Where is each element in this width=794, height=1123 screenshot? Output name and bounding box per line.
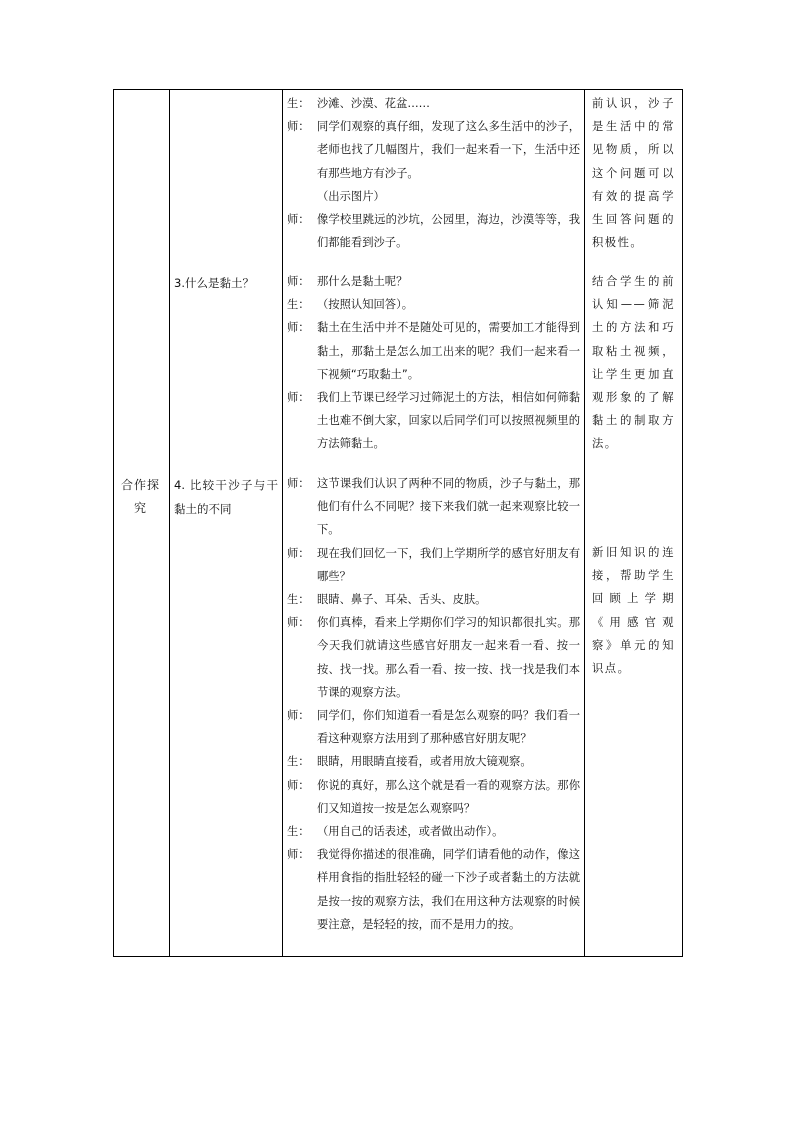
speaker-label: 师： (287, 709, 310, 723)
dialogue-line (287, 185, 580, 208)
speaker-label: 生： (287, 593, 310, 607)
dialogue-line (287, 208, 580, 254)
dialogue-text: 那什么是黏土呢？ (317, 275, 408, 288)
dialogue-line (287, 115, 580, 185)
dialogue-text: 我们上节课已经学习过筛泥土的方法，相信如何筛黏土也难不倒大家，回家以后同学们可以按照视频里的方法筛黏土。 (317, 391, 580, 451)
topic-compare-sand-clay: 4. 比较干沙子与干黏土的不同 (174, 478, 278, 516)
speaker-label: 师： (287, 275, 310, 288)
speaker-label: 师： (287, 477, 310, 490)
stage-cell (114, 90, 170, 957)
dialogue-text: 黏土在生活中并不是随处可见的，需要加工才能得到黏土，那黏土是怎么加工出来的呢？我们一起来看一下视频“巧取黏土”。 (317, 321, 580, 381)
dialogue-text: 同学们观察的真仔细，发现了这么多生活中的沙子，老师也找了几幅图片，我们一起来看一下，生活中还有那些地方有沙子。 (317, 120, 580, 180)
dialogue-text: （用自己的话表述，或者做出动作）。 (317, 825, 504, 839)
stage-label: 合作探究 (120, 478, 160, 515)
speaker-label: 师： (287, 546, 310, 560)
speaker-label: 师： (287, 848, 310, 862)
dialogue-line (287, 316, 580, 386)
speaker-label: 生： (287, 825, 310, 839)
speaker-label: 师： (287, 616, 310, 630)
dialogue-text: 你说的真好，那么这个就是看一看的观察方法。那你们又知道按一按是怎么观察吗？ (317, 778, 580, 815)
dialogue-text: （按照认知回答）。 (317, 298, 414, 312)
speaker-label: 师： (287, 391, 310, 405)
stage-direction: （出示图片） (317, 189, 385, 203)
speaker-label: 生： (287, 755, 310, 769)
speaker-label: 生： (287, 97, 310, 110)
design-note: 结合学生的前认知——筛泥土的方法和巧取粘土视频，让学生更加直观形象的了解黏土的制取方法。 (592, 275, 675, 451)
dialogue-text: 这节课我们认识了两种不同的物质，沙子与黏土，那他们有什么不同呢？接下来我们就一起来观察比较一下。 (317, 477, 580, 537)
topic-cell (170, 90, 283, 957)
dialogue-line (287, 588, 580, 611)
dialogue-text: 同学们，你们知道看一看是怎么观察的吗？我们看一看这种观察方法用到了那种感官好朋友呢？ (317, 709, 580, 746)
dialogue-text: 我觉得你描述的很准确，同学们请看他的动作，像这样用食指的指肚轻轻的碰一下沙子或者黏土的方法就是按一按的观察方法，我们在用这种方法观察的时候要注意，是轻轻的按，而不是用力的按。 (317, 848, 580, 931)
dialogue-line (287, 542, 580, 588)
dialogue-line (287, 293, 580, 316)
dialogue-text: 你们真棒，看来上学期你们学习的知识都很扎实。那今天我们就请这些感官好朋友一起来看一看、按一按、找一找。那么看一看、按一按、找一找是我们本节课的观察方法。 (317, 616, 580, 699)
design-note: 新旧知识的连接，帮助学生回顾上学期《用感官观察》单元的知识点。 (592, 546, 675, 676)
dialogue-text: 沙滩、沙漠、花盆…… (317, 97, 430, 110)
dialogue-compare (287, 472, 580, 936)
dialogue-text: 眼睛、鼻子、耳朵、舌头、皮肤。 (317, 593, 487, 607)
dialogue-sand (287, 92, 580, 254)
dialogue-line (287, 611, 580, 704)
dialogue-line (287, 386, 580, 456)
dialogue-line (287, 472, 580, 542)
dialogue-line (287, 774, 580, 820)
speaker-label: 师： (287, 778, 310, 792)
dialogue-line (287, 704, 580, 750)
dialogue-text: 像学校里跳远的沙坑，公园里，海边，沙漠等等，我们都能看到沙子。 (317, 213, 580, 250)
dialogue-line (287, 92, 580, 115)
dialogue-line (287, 843, 580, 936)
dialogue-clay (287, 270, 580, 456)
dialogue-line (287, 270, 580, 293)
dialogue-line (287, 750, 580, 773)
dialogue-text: 眼睛，用眼睛直接看，或者用放大镜观察。 (317, 755, 532, 769)
design-note: 前认识，沙子是生活中的常见物质，所以这个问题可以有效的提高学生回答问题的积极性。 (592, 97, 675, 250)
dialogue-text: 现在我们回忆一下，我们上学期所学的感官好朋友有哪些？ (317, 546, 580, 583)
dialogue-line (287, 820, 580, 843)
speaker-label: 师： (287, 120, 310, 134)
speaker-label: 师： (287, 321, 310, 335)
speaker-label: 师： (287, 213, 310, 227)
topic-what-is-clay: 3.什么是黏土？ (174, 276, 254, 290)
speaker-label: 生： (287, 298, 310, 312)
